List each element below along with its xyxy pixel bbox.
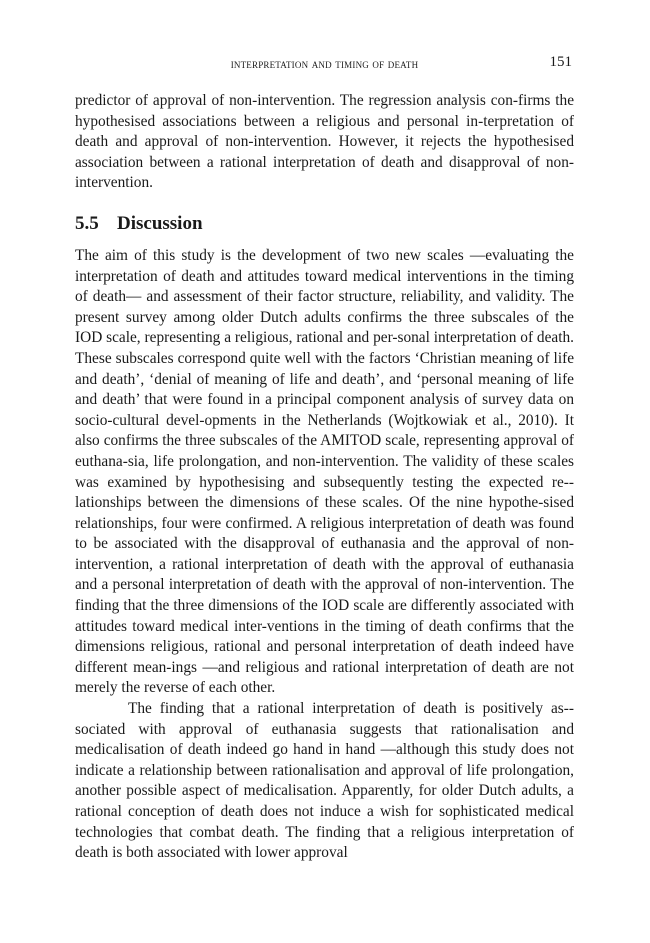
page-number: 151	[549, 54, 572, 70]
running-head	[75, 56, 574, 72]
page-body	[75, 91, 574, 864]
section-heading	[75, 212, 574, 236]
paragraph: predictor of approval of non-intervention. The regression analysis con-firms the hypothesised associations between a religious and personal in-terpretation of death and approval of non-intervention. However, it rejects the hypothesised association between a rational interpretation of death and disapproval of non-intervention.	[75, 92, 574, 192]
section-title: Discussion	[117, 212, 203, 234]
page-header	[75, 52, 574, 76]
paragraph: The aim of this study is the development of two new scales —evaluating the interpretation of death and attitudes toward medical interventions in the timing of death— and assessment of their factor structure, reliability, and validity. The present survey among older Dutch adults confirms the three subscales of the IOD scale, representing a religious, rational and per-sonal interpretation of death. These subscales correspond quite well with the factors ‘Christian meaning of life and death’, ‘denial of meaning of life and death’, and ‘personal meaning of life and death’ that were found in a principal component analysis of survey data on socio-cultural devel-opments in the Netherlands (Wojtkowiak et al., 2010). It also confirms the three subscales of the AMITOD scale, representing approval of euthana-sia, life prolongation, and non-intervention. The validity of these scales was examined by hypothesising and subsequently testing the expected re-lationships between the dimensions of these scales. Of the nine hypothe-sised relationships, four were confirmed. A religious interpretation of death was found to be associated with the disapproval of euthanasia and the approval of non-intervention, a rational interpretation of death with the approval of euthanasia and a personal interpretation of death with the approval of non-intervention. The finding that the three dimensions of the IOD scale are differently associated with attitudes toward medical inter-ventions in the timing of death confirms that the dimensions religious, rational and personal interpretation of death indeed have different mean-ings —and religious and rational interpretation of death are not merely the reverse of each other.	[75, 246, 574, 697]
running-head-text: interpretation and timing of death	[230, 56, 419, 71]
section-number: 5.5	[75, 212, 99, 234]
paragraph: The finding that a rational interpretation of death is positively as-sociated with approval of euthanasia suggests that rationalisation and medicalisation of death indeed go hand in hand —although this study does not indicate a relationship between rationalisation and approval of life prolongation, another possible aspect of medicalisation. Apparently, for older Dutch adults, a rational conception of death does not induce a wish for sophisticated medical technologies that combat death. The finding that a religious interpretation of death is both associated with lower approval	[75, 700, 574, 862]
